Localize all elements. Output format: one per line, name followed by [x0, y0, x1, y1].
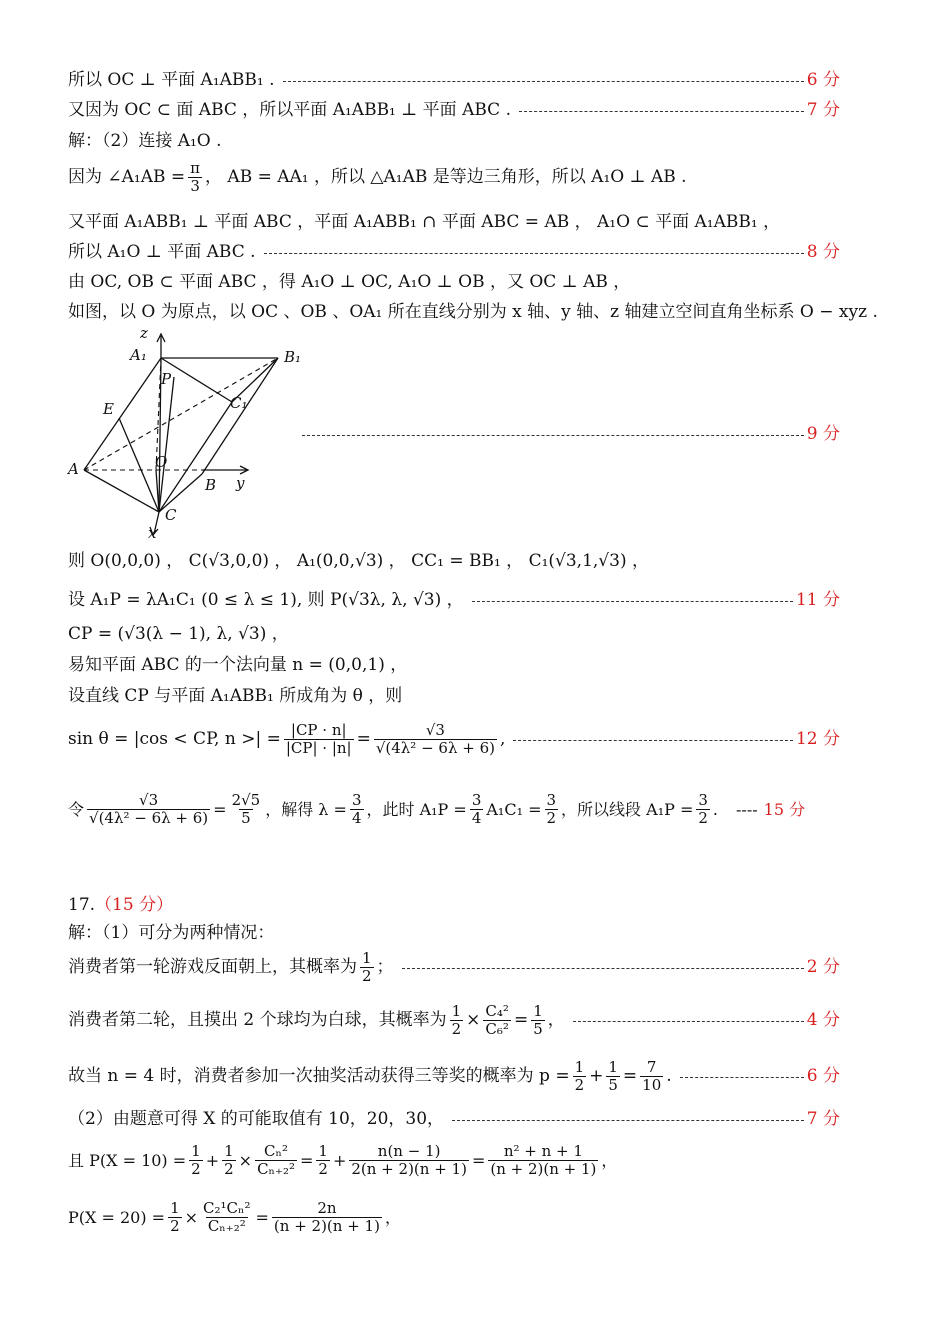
score-label: 4 分 [806, 1010, 840, 1031]
line-9 [302, 424, 840, 445]
fraction: $\frac{|CP \cdot n|}{|CP| \cdot |n|}$ [285, 721, 352, 758]
score-label: 15 分 [763, 799, 806, 819]
fraction: $\frac{1}{5}$ [533, 1002, 543, 1039]
label-z: z [140, 324, 148, 342]
fraction: $\frac{1}{2}$ [224, 1142, 234, 1179]
fraction: $\frac{1}{2}$ [451, 1002, 462, 1039]
score-label: 12 分 [795, 729, 840, 750]
fraction: $\frac{2n}{(n + 2)(n + 1)}$ [273, 1199, 380, 1236]
label-b: B [205, 476, 217, 494]
fraction: $\frac{n(n - 1)}{2(n + 2)(n + 1)}$ [351, 1142, 467, 1179]
leader-dashes [680, 1077, 804, 1078]
score-label: 7 分 [806, 100, 840, 120]
fraction: $\frac{\text{n² + n + 1}}{(n + 2)(n + 1)}$ [490, 1142, 597, 1179]
line-7: 由 OC, OB ⊂ 平面 ABC ，得 A₁O ⊥ OC, A₁O ⊥ OB ，又 OC ⊥ AB ， [68, 272, 631, 292]
line-23: 且 P(X = 10) = $\frac{1}{2}$ + $\frac{1}{2}$ × $\frac{\text{Cₙ²}}{\text{Cₙ₊₂²}}$ = $\frac{1}{2}$ + $\frac{n(n - 1)}{2(n + 2)(n + 1)}$ = $\frac{\text{n² + n + 1}}{(n + 2)(n + 1)}$ ， [68, 1142, 618, 1179]
line-13: 易知平面 ABC 的一个法向量 n = (0,0,1) ， [68, 655, 408, 675]
line-4: 因为 ∠A₁AB = $\frac{\pi}{3}$ ， AB = AA₁ ，所以 △A₁AB 是等边三角形，所以 A₁O ⊥ AB . [68, 159, 687, 196]
fraction: $\frac{\text{C₄²}}{\text{C₆²}}$ [485, 1002, 509, 1039]
leader-dashes [402, 968, 804, 969]
line-22: （2）由题意可得 X 的可能取值有 10，20，30， 7 分 [68, 1109, 840, 1129]
fraction: $\frac{3}{2}$ [698, 791, 708, 828]
leader-dashes [264, 253, 804, 254]
line-6: 所以 A₁O ⊥ 平面 ABC . 8 分 [68, 242, 840, 262]
fraction: $\frac{3}{4}$ [471, 791, 482, 828]
short-dashes: ---- [736, 799, 758, 819]
fraction: $\frac{1}{5}$ [608, 1058, 618, 1095]
line-8: 如图，以 O 为原点，以 OC 、OB 、OA₁ 所在直线分别为 x 轴、y 轴、z 轴建立空间直角坐标系 O − xyz . [68, 302, 878, 322]
line-2: 又因为 OC ⊂ 面 ABC ，所以平面 A₁ABB₁ ⊥ 平面 ABC . 7 分 [68, 100, 840, 120]
fraction: $\frac{3}{2}$ [546, 791, 557, 828]
fraction: $\frac{1}{2}$ [574, 1058, 585, 1095]
fraction: $\frac{\text{Cₙ²}}{\text{Cₙ₊₂²}}$ [257, 1142, 295, 1179]
score-label: 11 分 [795, 590, 840, 610]
score-label: 8 分 [806, 242, 840, 262]
label-p: P [161, 370, 172, 388]
fraction: $\frac{1}{2}$ [318, 1142, 328, 1179]
fraction: $\frac{1}{2}$ [170, 1199, 180, 1236]
fraction: $\frac{\pi}{3}$ [190, 159, 201, 196]
prism-diagram [62, 322, 302, 540]
fraction: $\frac{7}{10}$ [642, 1058, 662, 1095]
score-label: 7 分 [806, 1109, 840, 1129]
fraction: $\frac{3}{4}$ [351, 791, 362, 828]
fraction: $\frac{√3}{\text{√(4λ² − 6λ + 6)}}$ [375, 721, 495, 758]
label-c: C [165, 506, 177, 524]
leader-dashes [452, 1120, 804, 1121]
label-b1: B₁ [284, 348, 302, 366]
fraction: $\frac{\text{C₂¹Cₙ²}}{\text{Cₙ₊₂²}}$ [203, 1199, 251, 1236]
edge-a1-a [84, 358, 161, 470]
line-1: 所以 OC ⊥ 平面 A₁ABB₁ . 6 分 [68, 70, 840, 90]
line-19: 消费者第一轮游戏反面朝上，其概率为 $\frac{1}{2}$ ； 2 分 [68, 949, 840, 986]
fraction: $\frac{1}{2}$ [362, 949, 372, 986]
line-14: 设直线 CP 与平面 A₁ABB₁ 所成角为 θ ，则 [68, 686, 403, 706]
edge-a-c [84, 470, 159, 512]
line-17 [68, 895, 840, 916]
line-3: 解：（2）连接 A₁O . [68, 131, 222, 151]
score-label: 6 分 [806, 1066, 840, 1087]
label-c1: C₁ [230, 394, 248, 412]
score-label: （15 分） [95, 895, 174, 915]
line-12: CP = (√3(λ − 1), λ, √3) ， [68, 624, 289, 644]
label-x: x [148, 524, 157, 540]
line-20: 消费者第二轮，且摸出 2 个球均为白球，其概率为 $\frac{1}{2}$ × $\frac{\text{C₄²}}{\text{C₆²}}$ = $\frac{1}{5}$ ， 4 分 [68, 1002, 840, 1039]
line-24: P(X = 20) = $\frac{1}{2}$ × $\frac{\text{C₂¹Cₙ²}}{\text{Cₙ₊₂²}}$ = $\frac{2n}{(n + 2)(n + 1)}$ ， [68, 1199, 401, 1236]
leader-dashes [513, 740, 793, 741]
score-label: 2 分 [806, 957, 840, 978]
line-16: 令 $\frac{√3}{\text{√(4λ² − 6λ + 6)}}$ = $\frac{2√5}{5}$ ，解得 λ = $\frac{3}{4}$ ，此时 A₁P = $\frac{3}{4}$ A₁C₁ = $\frac{3}{2}$ ，所以线段 A₁P = $\frac{3}{2}$ . ---- 15 分 [68, 791, 806, 828]
line-11: 设 A₁P = λA₁C₁ (0 ≤ λ ≤ 1), 则 P(√3λ, λ, √3) ， 11 分 [68, 590, 840, 610]
label-o: O [155, 453, 168, 471]
leader-dashes [519, 111, 804, 112]
leader-dashes [573, 1021, 804, 1022]
fraction: $\frac{1}{2}$ [191, 1142, 201, 1179]
score-label: 9 分 [806, 424, 840, 444]
leader-dashes [283, 81, 804, 82]
segment-e-c [119, 418, 159, 512]
fraction: $\frac{√3}{\text{√(4λ² − 6λ + 6)}}$ [89, 791, 209, 828]
label-e: E [103, 400, 114, 418]
leader-dashes [302, 435, 804, 436]
line-18: 解：（1）可分为两种情况： [68, 923, 275, 943]
leader-dashes [472, 601, 793, 602]
edge-b1-b [202, 358, 278, 474]
score-label: 6 分 [806, 70, 840, 90]
label-a: A [68, 460, 79, 478]
line-15: sin θ = |cos < CP, n >| = $\frac{|CP \cdot n|}{|CP| \cdot |n|}$ = $\frac{√3}{\text{√(4λ² − 6λ + 6)}}$ , 12 分 [68, 721, 840, 758]
line-21: 故当 n = 4 时，消费者参加一次抽奖活动获得三等奖的概率为 p = $\frac{1}{2}$ + $\frac{1}{5}$ = $\frac{7}{10}$ . 6 分 [68, 1058, 840, 1095]
fraction: $\frac{2√5}{5}$ [231, 791, 261, 828]
line-5: 又平面 A₁ABB₁ ⊥ 平面 ABC ，平面 A₁ABB₁ ∩ 平面 ABC = AB ， A₁O ⊂ 平面 A₁ABB₁ ， [68, 212, 781, 232]
label-a1: A₁ [130, 346, 147, 364]
question-number: 17. [68, 895, 96, 915]
label-y: y [236, 474, 245, 492]
line-10: 则 O(0,0,0) ， C(√3,0,0) ， A₁(0,0,√3) ， CC₁ = BB₁ ， C₁(√3,1,√3) ， [68, 551, 649, 571]
